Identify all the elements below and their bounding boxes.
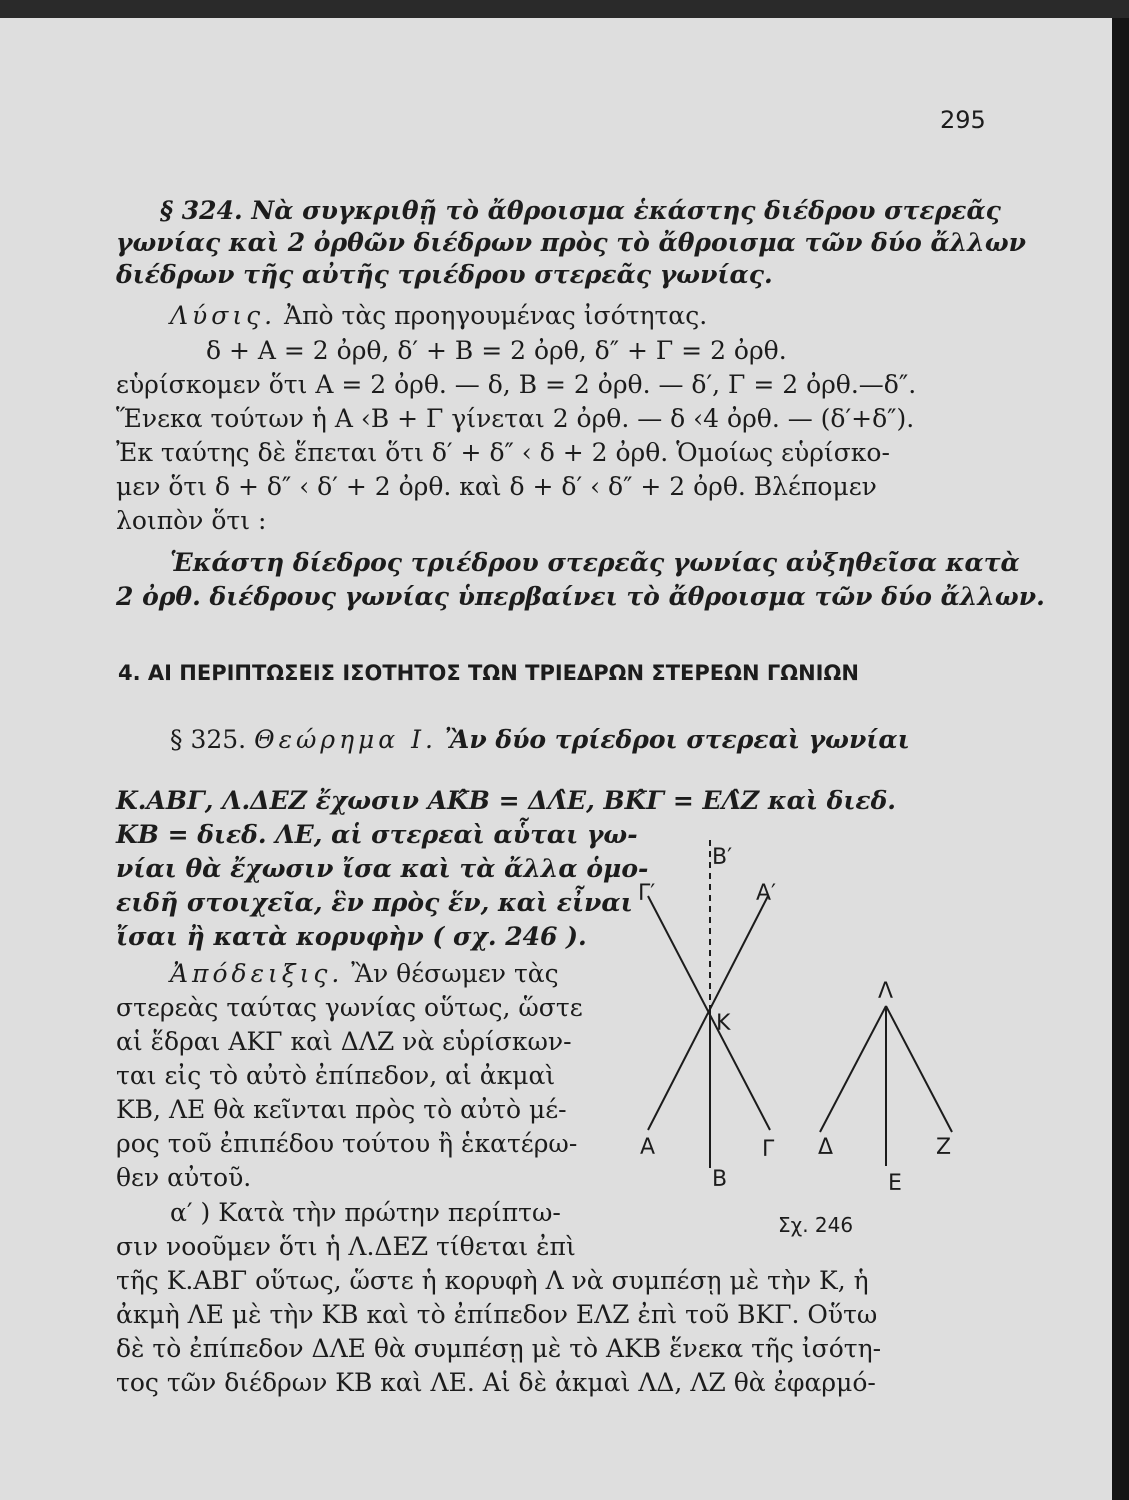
s325-line-11: ΚΒ, ΛΕ θὰ κεῖνται πρὸς τὸ αὐτὸ μέ- [116,1095,567,1124]
section-heading: 4. ΑΙ ΠΕΡΙΠΤΩΣΕΙΣ ΙΣΟΤΗΤΟΣ ΤΩΝ ΤΡΙΕΔΡΩΝ ΣΤΕΡΕΩΝ ΓΩΝΙΩΝ [118,661,859,685]
apodeixis-label: Ἀπόδειξις. [170,959,344,988]
theorema-label: Θεώρημα Ι. [254,725,437,754]
s325-line-3: ΚΒ = διεδ. ΛΕ, αἱ στερεαὶ αὗται γω- [116,820,638,849]
s325-line-14: α′ ) Κατὰ τὴν πρώτην περίπτω- [170,1198,561,1227]
label-B: Β [712,1167,728,1192]
label-K: Κ [716,1011,731,1036]
book-page [0,18,1112,1500]
s325-line-10: ται εἰς τὸ αὐτὸ ἐπίπεδον, αἱ ἀκμαὶ [116,1061,556,1090]
s324-line-8: Ἐκ ταύτης δὲ ἕπεται ὅτι δ′ + δ″ ‹ δ + 2 ὀρθ. Ὁμοίως εὑρίσκο- [116,438,890,467]
s324-line-9: μεν ὅτι δ + δ″ ‹ δ′ + 2 ὀρθ. καὶ δ + δ′ ‹ δ″ + 2 ὀρθ. Βλέπομεν [116,472,877,501]
s324-line-1: § 324. Νὰ συγκριθῇ τὸ ἄθροισμα ἑκάστης διέδρου στερεᾶς [160,196,1001,225]
s325-line-8: στερεὰς ταύτας γωνίας οὕτως, ὥστε [116,993,583,1022]
page-edge-shadow [1112,18,1129,1500]
s325-line-13: θεν αὐτοῦ. [116,1163,252,1192]
s324-line-7: Ἕνεκα τούτων ἡ Α ‹Β + Γ γίνεται 2 ὀρθ. — δ ‹4 ὀρθ. — (δ′+δ″). [116,404,915,433]
s325-line-17: ἀκμὴ ΛΕ μὲ τὴν ΚΒ καὶ τὸ ἐπίπεδον ΕΛΖ ἐπὶ τοῦ ΒΚΓ. Οὕτω [116,1300,878,1329]
s324-line-11: Ἑκάστη δίεδρος τριέδρου στερεᾶς γωνίας αὐξηθεῖσα κατὰ [170,548,1020,577]
s324-line-6: εὑρίσκομεν ὅτι Α = 2 ὀρθ. — δ, Β = 2 ὀρθ. — δ′, Γ = 2 ὀρθ.—δ″. [116,370,917,399]
s325-line-18: δὲ τὸ ἐπίπεδον ΔΛΕ θὰ συμπέσῃ μὲ τὸ ΑΚΒ ἕνεκα τῆς ἰσότη- [116,1334,882,1363]
s325-line-7: Ἂν θέσωμεν τὰς [351,959,559,988]
s325-line-5: ειδῆ στοιχεῖα, ἓν πρὸς ἕν, καὶ εἶναι [116,888,633,917]
s325-line-15: σιν νοοῦμεν ὅτι ἡ Λ.ΔΕΖ τίθεται ἐπὶ [116,1232,576,1261]
figure-246 [630,828,970,1248]
s324-line-10: λοιπὸν ὅτι : [116,506,267,535]
label-G: Γ [762,1137,775,1162]
label-A: Α [640,1135,656,1160]
label-Z: Ζ [936,1135,952,1160]
s325-line-6: ἴσαι ἢ κατὰ κορυφὴν ( σχ. 246 ). [116,922,587,951]
s325-line-2: Κ.ΑΒΓ, Λ.ΔΕΖ ἔχωσιν ΑΚ̂Β = ΔΛ̂Ε, ΒΚ̂Γ = ΕΛ̂Ζ καὶ διεδ. [116,786,897,815]
s325-line-12: ρος τοῦ ἐπιπέδου τούτου ἢ ἑκατέρω- [116,1129,578,1158]
s325-line-4: νίαι θὰ ἔχωσιν ἴσα καὶ τὰ ἄλλα ὁμο- [116,854,649,883]
s325-line-19: τος τῶν διέδρων ΚΒ καὶ ΛΕ. Αἱ δὲ ἀκμαὶ ΛΔ, ΛΖ θὰ ἐφαρμό- [116,1368,876,1397]
s324-line-12: 2 ὀρθ. διέδρους γωνίας ὑπερβαίνει τὸ ἄθροισμα τῶν δύο ἄλλων. [116,582,1045,611]
label-G-prime: Γ′ [638,881,656,906]
s324-line-4: Ἀπὸ τὰς προηγουμένας ἰσότητας. [284,301,708,330]
label-A-prime: Α′ [756,881,777,906]
s324-line-2: γωνίας καὶ 2 ὀρθῶν διέδρων πρὸς τὸ ἄθροισμα τῶν δύο ἄλλων [116,228,1026,257]
label-B-prime: Β′ [712,845,733,870]
label-E: Ε [888,1171,902,1196]
s325-line-16: τῆς Κ.ΑΒΓ οὕτως, ὥστε ἡ κορυφὴ Λ νὰ συμπέσῃ μὲ τὴν Κ, ἡ [116,1266,869,1295]
s325-number: § 325. [170,725,247,754]
label-D: Δ [818,1135,834,1160]
label-L: Λ [878,979,894,1004]
edge-LZ [886,1006,952,1132]
s324-line-3: διέδρων τῆς αὐτῆς τριέδρου στερεᾶς γωνίας. [116,260,773,289]
figure-caption: Σχ. 246 [778,1213,854,1237]
edge-LD [820,1006,886,1132]
s325-line-1: Ἂν δύο τρίεδροι στερεαὶ γωνίαι [444,725,910,754]
page-number: 295 [940,106,986,134]
s324-line-5: δ + Α = 2 ὀρθ, δ′ + Β = 2 ὀρθ, δ″ + Γ = 2 ὀρθ. [206,336,787,365]
lysis-label: Λύσις. [170,301,277,330]
s325-line-9: αἱ ἕδραι ΑΚΓ καὶ ΔΛΖ νὰ εὑρίσκων- [116,1027,572,1056]
